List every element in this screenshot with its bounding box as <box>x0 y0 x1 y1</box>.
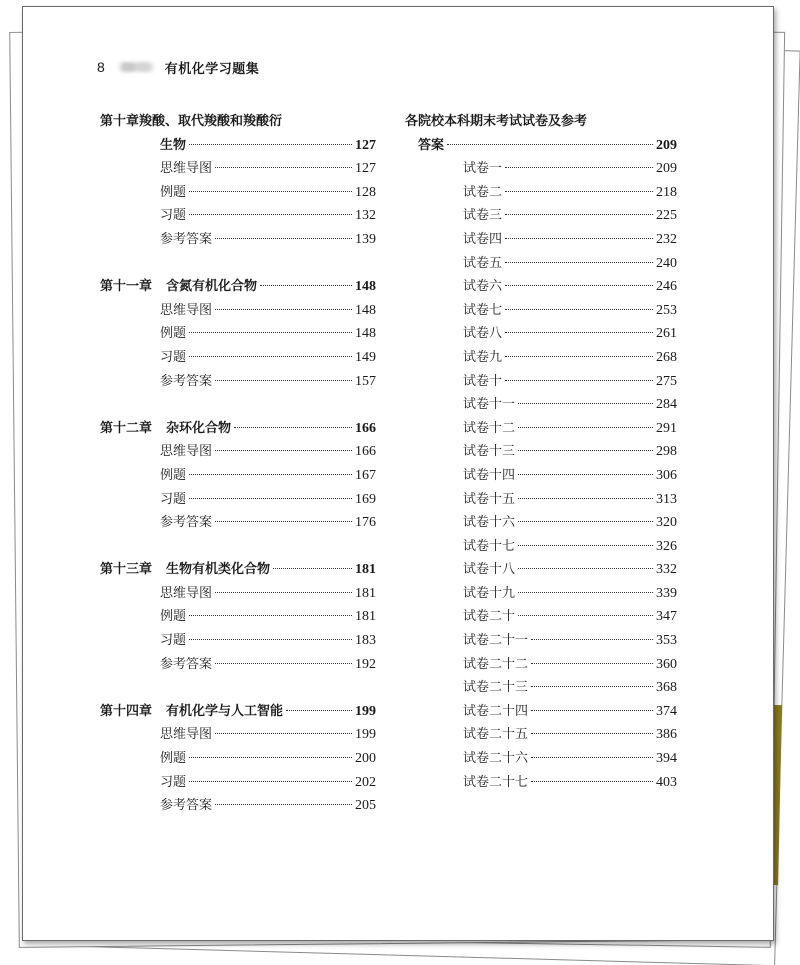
toc-item-label: 试卷二十二 <box>463 656 529 672</box>
chapter-title: 含氮有机化合物 <box>166 279 258 295</box>
dot-leader <box>531 733 653 734</box>
page-ref: 209 <box>656 161 677 177</box>
dot-leader <box>189 639 352 640</box>
toc-chapter-entry[interactable] <box>100 417 376 441</box>
dot-leader <box>518 427 653 428</box>
page-ref: 291 <box>656 420 677 436</box>
dot-leader <box>189 356 352 357</box>
toc-item[interactable] <box>100 440 376 464</box>
dot-leader <box>505 309 653 310</box>
page-ref: 218 <box>656 184 677 200</box>
toc-item[interactable] <box>405 464 677 488</box>
toc-item-label: 参考答案 <box>160 656 213 672</box>
toc-item[interactable] <box>100 511 376 535</box>
dot-leader <box>189 144 352 145</box>
dot-leader <box>518 592 653 593</box>
dot-leader <box>189 191 352 192</box>
dot-leader <box>273 568 352 569</box>
dot-leader <box>189 498 352 499</box>
page-ref: 176 <box>355 515 376 531</box>
toc-item[interactable] <box>405 558 677 582</box>
dot-leader <box>505 285 653 286</box>
page-ref: 284 <box>656 397 677 413</box>
page-ref: 183 <box>355 633 376 649</box>
dot-leader <box>518 521 653 522</box>
page-ref: 240 <box>656 255 677 271</box>
page-ref: 386 <box>656 727 677 743</box>
page-ref: 199 <box>355 727 376 743</box>
page-ref: 268 <box>656 349 677 365</box>
dot-leader <box>505 356 653 357</box>
page-ref: 127 <box>355 161 376 177</box>
toc-item[interactable] <box>405 653 677 677</box>
page-ref: 332 <box>656 562 677 578</box>
chapter-title: 羧酸、取代羧酸和羧酸衍 <box>139 114 283 129</box>
toc-item[interactable] <box>100 723 376 747</box>
page-ref: 169 <box>355 491 376 507</box>
toc-item[interactable] <box>100 653 376 677</box>
dot-leader <box>505 380 653 381</box>
toc-chapter-entry[interactable] <box>100 558 376 582</box>
dot-leader <box>215 238 352 239</box>
dot-leader <box>531 686 653 687</box>
toc-item-label: 思维导图 <box>160 444 213 460</box>
toc-item-label: 思维导图 <box>160 161 213 177</box>
page-ref: 306 <box>656 467 677 483</box>
page-ref: 192 <box>355 656 376 672</box>
dot-leader <box>505 214 653 215</box>
toc-item[interactable] <box>405 723 677 747</box>
dot-leader <box>189 781 352 782</box>
dot-leader <box>215 663 352 664</box>
toc-item-label: 试卷七 <box>463 302 503 318</box>
book-title: 有机化学习题集 <box>164 61 260 77</box>
toc-item-label: 试卷十四 <box>463 467 516 483</box>
page-ref: 181 <box>355 609 376 625</box>
toc-item[interactable] <box>405 582 677 606</box>
chapter-number: 第十四章 <box>100 703 153 719</box>
toc-item-label: 试卷十一 <box>463 397 516 413</box>
toc-item[interactable] <box>405 393 677 417</box>
chapter-number: 第十章 <box>100 114 140 129</box>
toc-item-label: 参考答案 <box>160 231 213 247</box>
toc-item[interactable] <box>405 417 677 441</box>
dot-leader <box>189 474 352 475</box>
page-ref: 148 <box>355 279 376 295</box>
toc-section-heading[interactable]: 各院校本科期末考试试卷及参考 <box>405 114 588 129</box>
spacer <box>100 535 376 559</box>
dot-leader <box>505 167 653 168</box>
toc-item-label: 试卷十五 <box>463 491 516 507</box>
chapter-title: 有机化学与人工智能 <box>166 703 284 719</box>
toc-item-label: 例题 <box>160 326 187 342</box>
page-ref: 232 <box>656 231 677 247</box>
page-ref: 261 <box>656 326 677 342</box>
toc-item[interactable] <box>100 464 376 488</box>
dot-leader <box>189 332 352 333</box>
page-ref: 209 <box>656 137 677 153</box>
page-ref: 246 <box>656 279 677 295</box>
toc-item-label: 例题 <box>160 184 187 200</box>
toc-item[interactable] <box>405 440 677 464</box>
toc-item-label: 思维导图 <box>160 302 213 318</box>
toc-item[interactable] <box>100 582 376 606</box>
page-ref: 368 <box>656 680 677 696</box>
page-ref: 339 <box>656 585 677 601</box>
toc-item-label: 例题 <box>160 467 187 483</box>
toc-item-label: 试卷十七 <box>463 538 516 554</box>
spacer <box>100 393 376 417</box>
toc-item-label: 参考答案 <box>160 373 213 389</box>
toc-item[interactable] <box>100 794 376 818</box>
page-ref: 403 <box>656 774 677 790</box>
toc-item[interactable] <box>405 299 677 323</box>
dot-leader <box>518 615 653 616</box>
chapter-title: 生物有机类化合物 <box>166 562 271 578</box>
dot-leader <box>531 781 653 782</box>
toc-item-label: 习题 <box>160 774 187 790</box>
dot-leader <box>234 427 352 428</box>
toc-item-label: 习题 <box>160 491 187 507</box>
dot-leader <box>518 498 653 499</box>
toc-item-label: 试卷三 <box>463 208 503 224</box>
dot-leader <box>505 191 653 192</box>
dot-leader <box>215 309 352 310</box>
toc-item[interactable] <box>100 346 376 370</box>
toc-item-label: 习题 <box>160 349 187 365</box>
toc-item[interactable] <box>405 511 677 535</box>
toc-item-label: 试卷十六 <box>463 515 516 531</box>
dot-leader <box>518 450 653 451</box>
toc-item-label: 试卷二十七 <box>463 774 529 790</box>
toc-item-label: 习题 <box>160 208 187 224</box>
toc-item-label: 试卷五 <box>463 255 503 271</box>
toc-item-label: 试卷十九 <box>463 585 516 601</box>
page-ref: 225 <box>656 208 677 224</box>
toc-left-column <box>100 110 376 818</box>
toc-item-label: 思维导图 <box>160 585 213 601</box>
dot-leader <box>447 144 653 145</box>
spacer <box>100 252 376 276</box>
section-title-cont: 答案 <box>418 137 445 153</box>
toc-item-label: 试卷十 <box>463 373 503 389</box>
dot-leader <box>531 639 653 640</box>
toc-item[interactable] <box>405 370 677 394</box>
toc-item[interactable] <box>100 605 376 629</box>
dot-leader <box>505 332 653 333</box>
toc-item[interactable] <box>100 157 376 181</box>
toc-item[interactable] <box>405 771 677 795</box>
page-ref: 127 <box>355 137 376 153</box>
page-ref: 347 <box>656 609 677 625</box>
page-ref: 313 <box>656 491 677 507</box>
toc-item[interactable] <box>100 629 376 653</box>
toc-item[interactable] <box>405 535 677 559</box>
toc-item[interactable] <box>100 771 376 795</box>
dot-leader <box>286 710 352 711</box>
toc-item-label: 试卷二 <box>463 184 503 200</box>
page-ref: 200 <box>355 751 376 767</box>
page-ref: 149 <box>355 349 376 365</box>
toc-section-entry[interactable] <box>405 134 677 158</box>
page-ref: 132 <box>355 208 376 224</box>
dot-leader <box>215 592 352 593</box>
toc-item-label: 试卷二十三 <box>463 680 529 696</box>
toc-item-label: 试卷九 <box>463 349 503 365</box>
toc-item[interactable] <box>405 747 677 771</box>
toc-item[interactable] <box>405 252 677 276</box>
page-ref: 326 <box>656 538 677 554</box>
page-ref: 353 <box>656 633 677 649</box>
page-ref: 275 <box>656 373 677 389</box>
page-ref: 374 <box>656 703 677 719</box>
toc-item[interactable] <box>405 157 677 181</box>
dot-leader <box>215 521 352 522</box>
page-ref: 205 <box>355 798 376 814</box>
dot-leader <box>531 663 653 664</box>
page-ref: 199 <box>355 703 376 719</box>
toc-item-label: 例题 <box>160 609 187 625</box>
toc-item-label: 试卷二十四 <box>463 703 529 719</box>
publisher-logo <box>117 62 155 72</box>
page-ref: 202 <box>355 774 376 790</box>
toc-item[interactable] <box>100 747 376 771</box>
toc-item-label: 例题 <box>160 751 187 767</box>
page-ref: 320 <box>656 515 677 531</box>
dot-leader <box>518 403 653 404</box>
dot-leader <box>215 804 352 805</box>
chapter-number: 第十一章 <box>100 279 153 295</box>
page-ref: 253 <box>656 302 677 318</box>
toc-item[interactable] <box>100 322 376 346</box>
toc-item-label: 习题 <box>160 633 187 649</box>
dot-leader <box>518 568 653 569</box>
toc-item-label: 参考答案 <box>160 798 213 814</box>
toc-item[interactable] <box>100 488 376 512</box>
page-ref: 298 <box>656 444 677 460</box>
page-header <box>97 57 259 77</box>
page-ref: 181 <box>355 585 376 601</box>
dot-leader <box>215 450 352 451</box>
toc-chapter-entry[interactable] <box>100 134 376 158</box>
toc-item-label: 试卷二十一 <box>463 633 529 649</box>
dot-leader <box>189 615 352 616</box>
toc-item[interactable] <box>405 181 677 205</box>
toc-item[interactable] <box>405 700 677 724</box>
dot-leader <box>505 238 653 239</box>
page-ref: 128 <box>355 184 376 200</box>
toc-item[interactable] <box>405 605 677 629</box>
page-ref: 166 <box>355 420 376 436</box>
toc-item[interactable] <box>100 299 376 323</box>
toc-item[interactable] <box>405 322 677 346</box>
toc-item-label: 试卷二十 <box>463 609 516 625</box>
toc-item[interactable] <box>405 275 677 299</box>
toc-right-column <box>405 110 677 794</box>
dot-leader <box>189 757 352 758</box>
toc-item[interactable] <box>405 228 677 252</box>
page-ref: 166 <box>355 444 376 460</box>
toc-item-label: 试卷一 <box>463 161 503 177</box>
toc-item-label: 试卷四 <box>463 231 503 247</box>
chapter-number: 第十二章 <box>100 420 153 436</box>
toc-chapter-entry[interactable] <box>100 275 376 299</box>
toc-item-label: 试卷二十五 <box>463 727 529 743</box>
toc-item[interactable] <box>100 204 376 228</box>
toc-chapter-entry[interactable] <box>100 700 376 724</box>
toc-item-label: 试卷十三 <box>463 444 516 460</box>
dot-leader <box>505 262 653 263</box>
toc-item[interactable] <box>405 346 677 370</box>
dot-leader <box>260 285 352 286</box>
page-ref: 167 <box>355 467 376 483</box>
dot-leader <box>189 214 352 215</box>
toc-item-label: 参考答案 <box>160 515 213 531</box>
toc-item-label: 试卷二十六 <box>463 751 529 767</box>
spacer <box>100 676 376 700</box>
chapter-title: 杂环化合物 <box>166 420 232 436</box>
toc-item-label: 试卷六 <box>463 279 503 295</box>
dot-leader <box>215 167 352 168</box>
page-ref: 394 <box>656 751 677 767</box>
toc-item[interactable] <box>405 204 677 228</box>
page-ref: 139 <box>355 231 376 247</box>
chapter-title-cont: 生物 <box>160 137 187 153</box>
dot-leader <box>215 733 352 734</box>
toc-item[interactable] <box>405 629 677 653</box>
toc-item[interactable] <box>100 181 376 205</box>
dot-leader <box>531 757 653 758</box>
toc-item[interactable] <box>100 370 376 394</box>
exam-list <box>405 157 677 794</box>
toc-item[interactable] <box>405 676 677 700</box>
dot-leader <box>518 545 653 546</box>
page-ref: 148 <box>355 326 376 342</box>
page-ref: 148 <box>355 302 376 318</box>
toc-item[interactable] <box>100 228 376 252</box>
chapter-number: 第十三章 <box>100 562 153 578</box>
toc-item-label: 思维导图 <box>160 727 213 743</box>
toc-item-label: 试卷十二 <box>463 420 516 436</box>
toc-chapter-heading[interactable] <box>100 110 376 134</box>
page-number: 8 <box>97 59 105 75</box>
dot-leader <box>215 380 352 381</box>
toc-item-label: 试卷八 <box>463 326 503 342</box>
page-ref: 157 <box>355 373 376 389</box>
dot-leader <box>531 710 653 711</box>
toc-item[interactable] <box>405 488 677 512</box>
toc-item-label: 试卷十八 <box>463 562 516 578</box>
page-ref: 181 <box>355 562 376 578</box>
page-ref: 360 <box>656 656 677 672</box>
dot-leader <box>518 474 653 475</box>
